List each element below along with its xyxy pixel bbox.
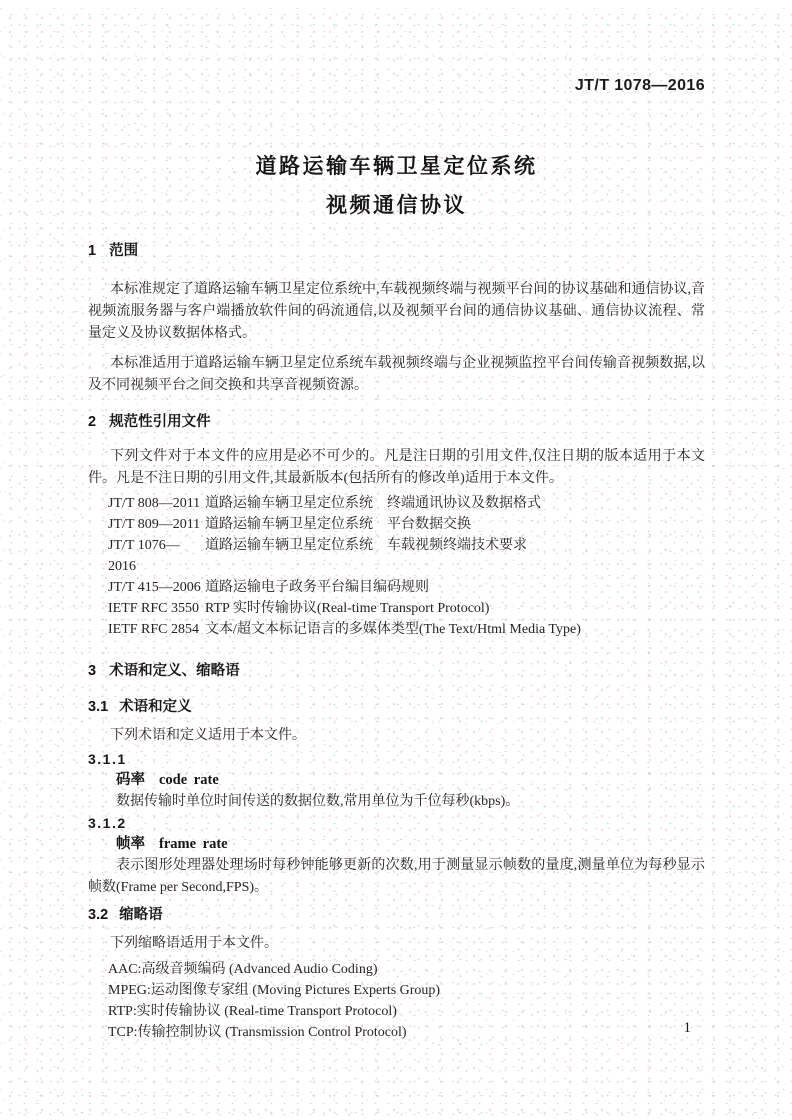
term-2-name-zh: 帧率 — [116, 836, 145, 852]
term-2-name — [88, 834, 705, 855]
normative-references-list — [88, 493, 705, 640]
reference-title: 文本/超文本标记语言的多媒体类型(The Text/Html Media Type) — [205, 622, 581, 637]
section-1-heading — [88, 241, 705, 261]
section-2-title: 规范性引用文件 — [109, 414, 211, 430]
term-2-definition: 表示图形处理器处理场时每秒钟能够更新的次数,用于测量显示帧数的量度,测量单位为每秒显示帧数(Frame per Second,FPS)。 — [88, 858, 705, 895]
section-3-1-number: 3.1 — [88, 699, 109, 715]
abbreviation-item: MPEG:运动图像专家组 (Moving Pictures Experts Group) — [108, 983, 441, 998]
reference-code: JT/T 809—2011 — [108, 517, 201, 532]
section-3-2-number: 3.2 — [88, 907, 109, 923]
reference-code: IETF RFC 2854 — [108, 622, 200, 637]
document-title-line1: 道路运输车辆卫星定位系统 — [255, 155, 538, 178]
reference-title: 道路运输车辆卫星定位系统 终端通讯协议及数据格式 — [205, 496, 541, 511]
reference-item — [108, 577, 705, 598]
document-title-line2: 视频通信协议 — [326, 194, 467, 217]
document-title — [88, 147, 705, 225]
reference-title: RTP 实时传输协议(Real-time Transport Protocol) — [205, 601, 490, 616]
references-intro: 下列文件对于本文件的应用是必不可少的。凡是注日期的引用文件,仅注日期的版本适用于本文件。凡是不注日期的引用文件,其最新版本(包括所有的修改单)适用于本文件。 — [88, 449, 705, 486]
abbreviation-item: TCP:传输控制协议 (Transmission Control Protocol) — [108, 1025, 407, 1040]
reference-code: JT/T 1076—2016 — [108, 538, 180, 574]
reference-item — [108, 514, 705, 535]
reference-item — [108, 598, 705, 619]
section-1-title: 范围 — [109, 243, 139, 259]
reference-title: 道路运输车辆卫星定位系统 平台数据交换 — [205, 517, 471, 532]
abbreviations-list — [88, 959, 705, 1043]
term-2-name-en: frame rate — [159, 836, 228, 852]
abbreviation-item: RTP:实时传输协议 (Real-time Transport Protocol) — [108, 1004, 397, 1019]
section-2-number: 2 — [88, 414, 97, 430]
section-2-heading — [88, 412, 705, 432]
section-1-number: 1 — [88, 243, 97, 259]
reference-code: IETF RFC 3550 — [108, 601, 200, 616]
reference-item — [108, 535, 705, 577]
page-content — [0, 76, 792, 1043]
reference-title: 道路运输车辆卫星定位系统 车载视频终端技术要求 — [205, 538, 527, 553]
reference-title: 道路运输电子政务平台编目编码规则 — [205, 580, 429, 595]
term-1-definition: 数据传输时单位时间传送的数据位数,常用单位为千位每秒(kbps)。 — [116, 794, 520, 809]
page-number: 1 — [683, 1020, 691, 1036]
reference-code: JT/T 808—2011 — [108, 496, 201, 511]
term-1-name-zh: 码率 — [116, 772, 145, 788]
term-1-name — [88, 770, 705, 791]
reference-code: JT/T 415—2006 — [108, 580, 201, 595]
abbreviations-intro: 下列缩略语适用于本文件。 — [110, 936, 278, 951]
section-3-2-heading — [88, 905, 705, 925]
section-3-number: 3 — [88, 663, 97, 679]
section-3-1-title: 术语和定义 — [119, 699, 192, 715]
section-3-heading — [88, 661, 705, 681]
terms-intro: 下列术语和定义适用于本文件。 — [110, 728, 306, 743]
standard-code: JT/T 1078—2016 — [574, 77, 705, 94]
scope-paragraph-1: 本标准规定了道路运输车辆卫星定位系统中,车载视频终端与视频平台间的协议基础和通信协议,音视频流服务器与客户端播放软件间的码流通信,以及视频平台间的通信协议基础、通信协议流程、常量定义及协议数据体格式。 — [88, 282, 705, 341]
abbreviation-item: AAC:高级音频编码 (Advanced Audio Coding) — [108, 962, 378, 977]
section-3-2-title: 缩略语 — [119, 907, 163, 923]
section-3-title: 术语和定义、缩略语 — [109, 663, 240, 679]
scope-paragraph-2: 本标准适用于道路运输车辆卫星定位系统车载视频终端与企业视频监控平台间传输音视频数据,以及不同视频平台之间交换和共享音视频资源。 — [88, 356, 705, 393]
reference-item — [108, 493, 705, 514]
term-1-name-en: code rate — [159, 772, 219, 788]
term-1-clause-number: 3.1.1 — [88, 751, 127, 767]
section-3-1-heading — [88, 697, 705, 717]
term-2-clause-number: 3.1.2 — [88, 815, 127, 831]
reference-item — [108, 619, 705, 640]
